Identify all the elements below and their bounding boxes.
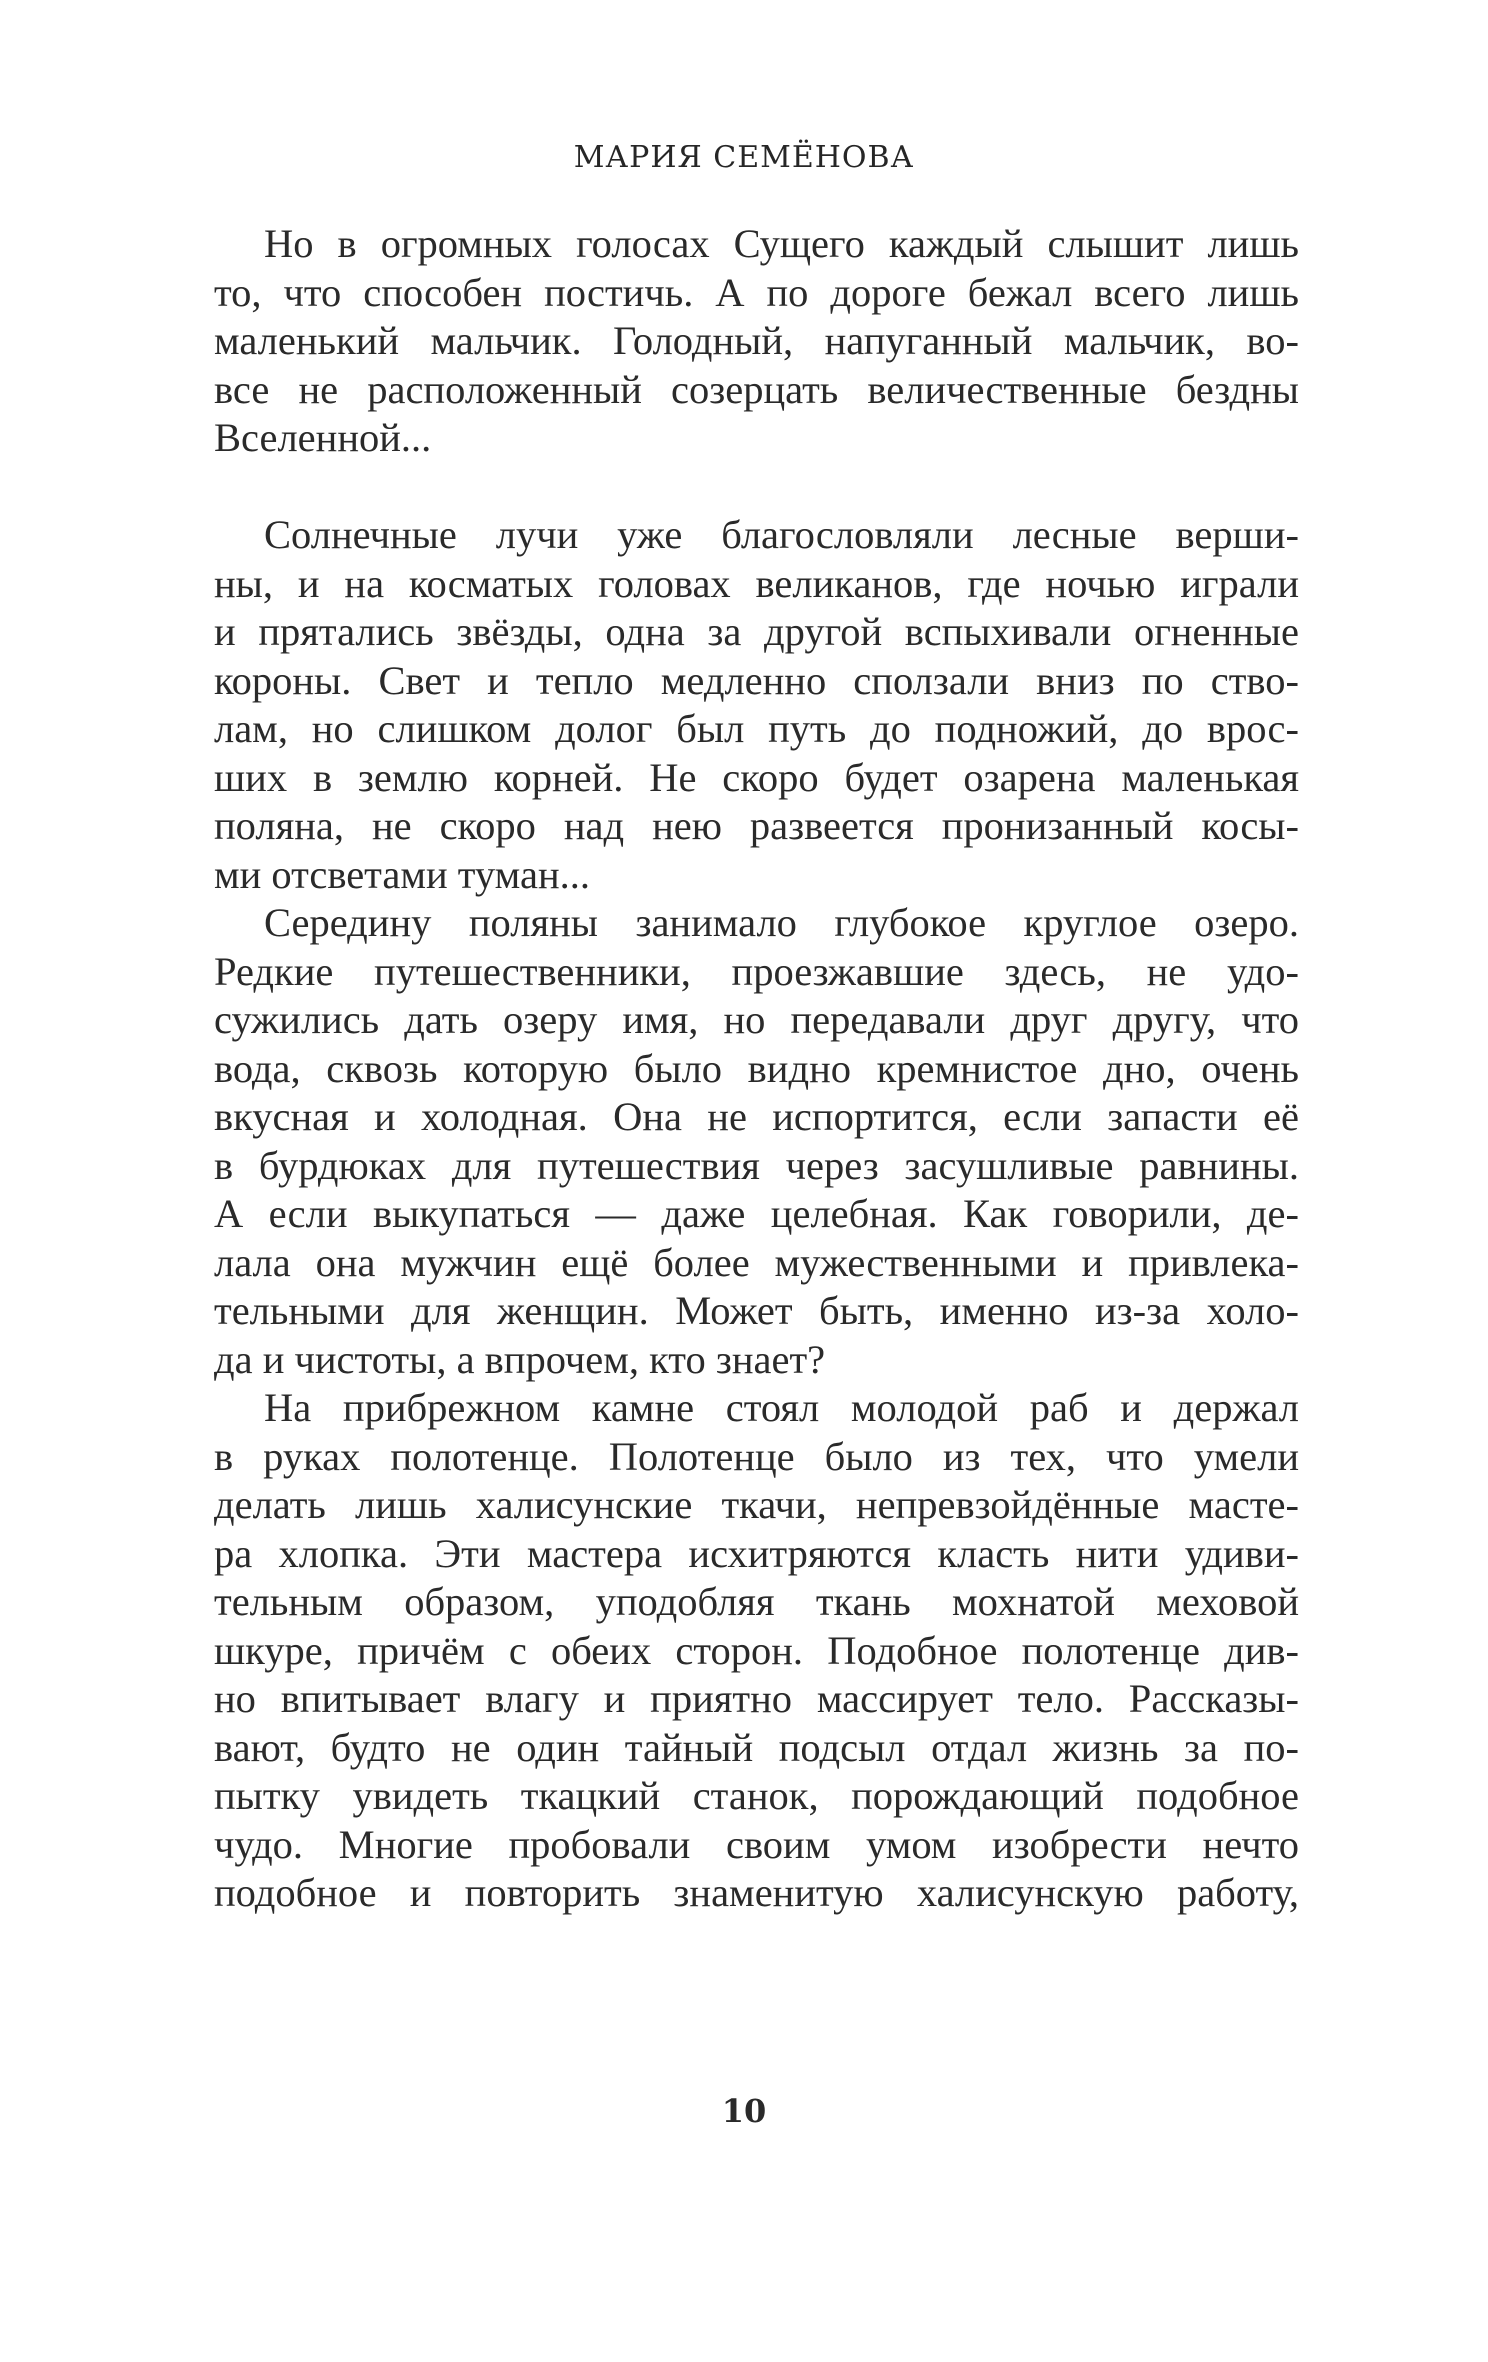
text-line: короны. Свет и тепло медленно сползали вниз по ство- [214, 657, 1299, 703]
text-line: ми отсветами туман... [214, 851, 591, 897]
paragraph [214, 511, 1299, 899]
text-line: На прибрежном камне стоял молодой раб и держал [264, 1385, 1299, 1430]
paragraph [214, 220, 1299, 463]
section-break [214, 463, 1299, 512]
text-line: и прятались звёзды, одна за другой вспыхивали огненные [214, 609, 1299, 654]
text-line: шкуре, причём с обеих сторон. Подобное полотенце див- [214, 1627, 1299, 1673]
text-line: вают, будто не один тайный подсыл отдал жизнь за по- [214, 1724, 1299, 1770]
text-line: подобное и повторить знаменитую халисунскую работу, [214, 1870, 1299, 1915]
page-number: 10 [721, 2092, 767, 2130]
text-line: вкусная и холодная. Она не испортится, если запасти её [214, 1094, 1299, 1139]
text-line: в руках полотенце. Полотенце было из тех, что умели [214, 1433, 1299, 1479]
paragraph [214, 899, 1299, 1384]
text-line: чудо. Многие пробовали своим умом изобрести нечто [214, 1821, 1299, 1867]
text-line: Вселенной... [214, 415, 432, 460]
text-line: Солнечные лучи уже благословляли лесные верши- [264, 512, 1299, 557]
text-line: лам, но слишком долог был путь до подножий, до врос- [214, 706, 1299, 751]
text-line: Но в огромных голосах Сущего каждый слышит лишь [264, 221, 1299, 266]
text-line: пытку увидеть ткацкий станок, порождающий подобное [214, 1773, 1299, 1818]
body-text [214, 220, 1299, 1918]
running-head: МАРИЯ СЕМЁНОВА [573, 140, 915, 175]
text-line: поляна, не скоро над нею развеется пронизанный косы- [214, 803, 1299, 848]
text-line: маленький мальчик. Голодный, напуганный мальчик, во- [214, 318, 1299, 363]
text-line: Редкие путешественники, проезжавшие здесь, не удо- [214, 948, 1299, 994]
text-line: делать лишь халисунские ткачи, непревзойдённые масте- [214, 1482, 1299, 1527]
text-line: ра хлопка. Эти мастера исхитряются класть нити удиви- [214, 1530, 1299, 1576]
text-line: в бурдюках для путешествия через засушливые равнины. [214, 1142, 1299, 1188]
text-line: все не расположенный созерцать величественные бездны [214, 366, 1299, 412]
text-line: тельным образом, уподобляя ткань мохнатой меховой [214, 1579, 1299, 1624]
paragraph [214, 1384, 1299, 1918]
text-line: но впитывает влагу и приятно массирует тело. Рассказы- [214, 1676, 1299, 1721]
text-line: да и чистоты, а впрочем, кто знает? [214, 1336, 826, 1382]
text-line: Середину поляны занимало глубокое круглое озеро. [264, 900, 1299, 945]
text-line: тельными для женщин. Может быть, именно из-за холо- [214, 1288, 1299, 1333]
text-line: ших в землю корней. Не скоро будет озарена маленькая [214, 754, 1299, 800]
text-line: ны, и на косматых головах великанов, где ночью играли [214, 560, 1299, 606]
text-line: то, что способен постичь. А по дороге бежал всего лишь [214, 269, 1299, 315]
text-line: сужились дать озеру имя, но передавали друг другу, что [214, 997, 1299, 1042]
text-line: вода, сквозь которую было видно кремнистое дно, очень [214, 1045, 1299, 1091]
text-line: А если выкупаться — даже целебная. Как говорили, де- [214, 1191, 1299, 1236]
text-line: лала она мужчин ещё более мужественными и привлека- [214, 1239, 1299, 1285]
